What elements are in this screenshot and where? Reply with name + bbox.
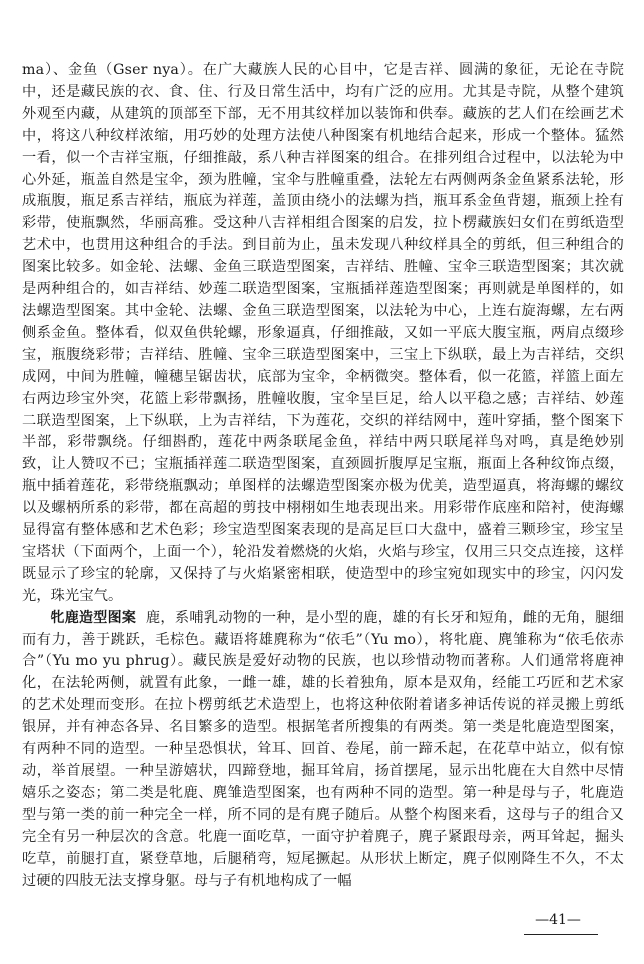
page-body	[22, 60, 624, 892]
page-number-rule	[524, 934, 598, 935]
paragraph-eight-treasures	[22, 60, 624, 608]
paragraph-deer-pattern	[22, 608, 624, 893]
section-heading: 牝鹿造型图案	[50, 609, 137, 626]
page-number: —41—	[535, 912, 581, 928]
paragraph-text: 鹿，系哺乳动物的一种，是小型的鹿，雄的有长牙和短角，雌的无角，腿细而有力，善于跳跃，毛棕色。藏语将雄麂称为“依毛”（Yu mo），将牝鹿、麂雏称为“依毛依赤合”（Yu mo yu phrug）。藏民族是爱好动物的民族，也以珍惜动物而著称。人们通常将鹿神化，在法轮两侧，就置有此象，一雌一雄，雄的长着独角，原本是双角，经能工巧匠和艺术家的艺术处理而变形。在拉卜楞剪纸艺术造型上，也将这种依附着诸多神话传说的祥灵搬上剪纸银屏，并有神态各异、名目繁多的造型。根据笔者所搜集的有两类。第一类是牝鹿造型图案，有两种不同的造型。一种呈恐惧状，耸耳、回首、卷尾，前一蹄禾起，在花草中站立，似有惊动，举首展望。一种呈游嬉状，四蹄登地，掘耳耸肩，扬首摆尾，显示出牝鹿在大自然中尽情嬉乐之姿态；第二类是牝鹿、麂雏造型图案，也有两种不同的造型。第一种是母与子，牝鹿造型与第一类的前一种完全一样，所不同的是有麂子随后。从整个构图来看，这母与子的组合又完全有另一种层次的含意。牝鹿一面吃草，一面守护着麂子，麂子紧跟母亲，两耳耸起，掘头吃草，前腿打直，紧登草地，后腿稍弯，短尾撅起。从形状上断定，麂子似刚降生不久，不太过硬的四肢无法支撑身躯。母与子有机地构成了一幅	[22, 609, 625, 889]
paragraph-text: ma）、金鱼（Gser nya）。在广大藏族人民的心目中，它是吉祥、圆满的象征，无论在寺院中，还是藏民族的衣、食、住、行及日常生活中，均有广泛的应用。尤其是寺院，从整个建筑外观至内藏，从建筑的顶部至下部，无不用其纹样加以装饰和供奉。藏族的艺人们在绘画艺术中，将这八种纹样浓缩，用巧妙的处理方法使八种图案有机地结合起来，形成一个整体。猛然一看，似一个吉祥宝瓶，仔细推敲，系八种吉祥图案的组合。在排列组合过程中，以法轮为中心外延，瓶盖自然是宝伞，颈为胜幢，宝伞与胜幢重叠，法轮左右两侧两条金鱼紧系法轮，形成瓶腹，瓶足系吉祥结，瓶底为祥莲，盖顶由绕小的法螺为挡，瓶耳系金鱼背翅，瓶颈上拴有彩带，使瓶飘然，华丽高雅。受这种八吉祥相组合图案的启发，拉卜楞藏族妇女们在剪纸造型艺术中，也贯用这种组合的手法。到目前为止，虽未发现八种纹样具全的剪纸，但三种组合的图案比较多。如金轮、法螺、金鱼三联造型图案，吉祥结、胜幢、宝伞三联造型图案；其次就是两种组合的，如吉祥结、妙莲二联造型图案，宝瓶插祥莲造型图案；再则就是单图样的，如法螺造型图案。其中金轮、法螺、金鱼三联造型图案，以法轮为中心，上连右旋海螺，左右两侧系金鱼。整体看，似双鱼供轮螺，形象逼真，仔细推敲，又如一平底大腹宝瓶，两肩点缀珍宝，瓶腹绕彩带；吉祥结、胜幢、宝伞三联造型图案中，三宝上下纵联，最上为吉祥结，交织成网，中间为胜幢，幢穗呈锯齿状，底部为宝伞，伞柄微突。整体看，似一花篮，祥篮上面左右两边珍宝外突，花篮上彩带飘扬，胜幢收腹，宝伞呈巨足，给人以平稳之感；吉祥结、妙莲二联造型图案，上下纵联，上为吉祥结，下为莲花，交织的祥结网中，莲叶穿插，整个图案下半部，彩带飘绕。仔细斟酌，莲花中两条联尾金鱼，祥结中两只联尾祥鸟对鸣，真是绝妙别致，让人赞叹不已；宝瓶插祥莲二联造型图案，直颈圆折腹厚足宝瓶，瓶面上各种纹饰点缀，瓶中插着莲花，彩带绕瓶飘动；单图样的法螺造型图案亦极为优美，造型逼真，将海螺的螺纹以及螺柄所系的彩带，都在高超的剪技中栩栩如生地表现出来。用彩带作底座和陪衬，使海螺显得富有整体感和艺术色彩；珍宝造型图案表现的是高足巨口大盘中，盛着三颗珍宝，珍宝呈宝塔状（下面两个，上面一个），轮沿发着燃烧的火焰，火焰与珍宝，仅用三只交点连接，这样既显示了珍宝的轮廓，又保持了与火焰紧密相联，使造型中的珍宝宛如现实中的珍宝，闪闪发光，珠光宝气。	[22, 62, 624, 604]
